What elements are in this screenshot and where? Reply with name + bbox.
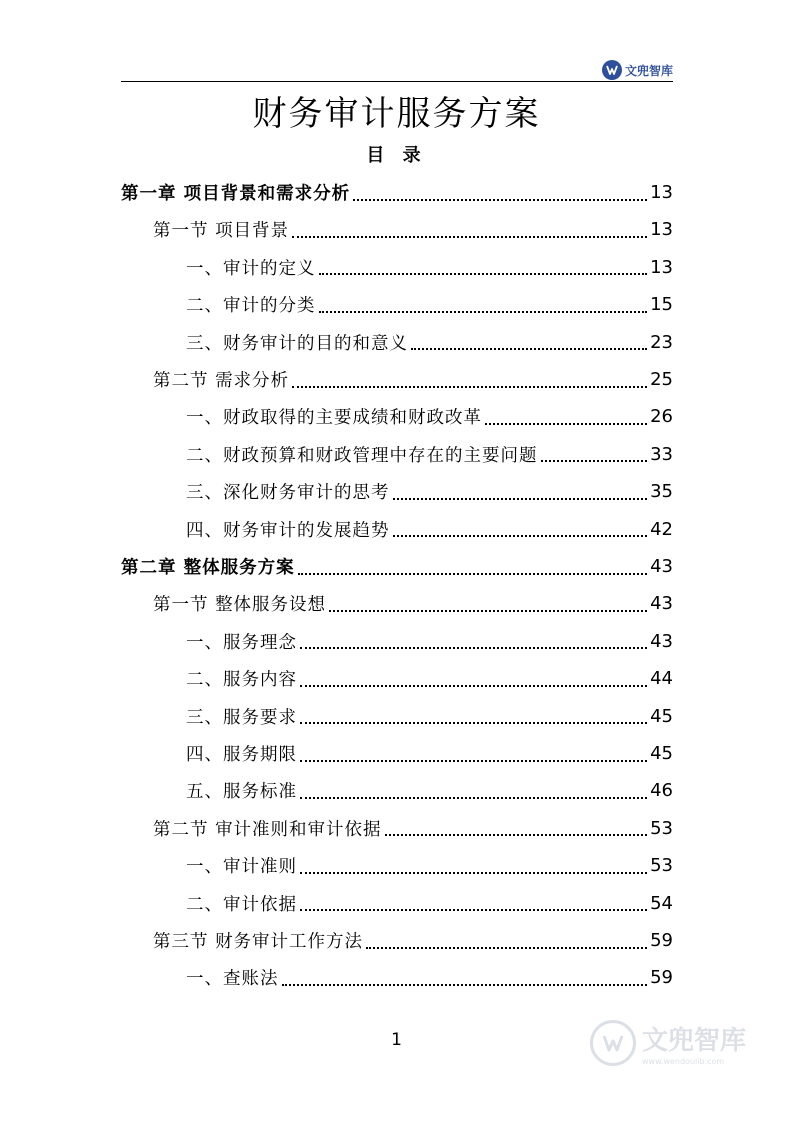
toc-entry[interactable] <box>186 511 673 548</box>
page-number: 1 <box>391 1030 402 1050</box>
wendou-watermark-icon <box>590 1020 636 1066</box>
toc-entry-label: 二、审计的分类 <box>186 296 316 317</box>
toc-leader-dots <box>411 348 647 350</box>
toc-leader-dots <box>393 535 648 537</box>
toc-entry[interactable] <box>186 772 673 809</box>
toc-entry-label: 第一节 整体服务设想 <box>153 595 327 616</box>
toc-entry-page: 54 <box>650 892 673 914</box>
toc-leader-dots <box>319 273 648 275</box>
toc-entry[interactable] <box>186 885 673 922</box>
toc-entry-page: 45 <box>650 743 673 764</box>
toc-leader-dots <box>366 947 647 949</box>
toc-entry-page: 13 <box>650 182 673 203</box>
toc-entry-page: 35 <box>650 481 673 503</box>
toc-entry-label: 一、查账法 <box>186 969 279 990</box>
toc-entry-label: 五、服务标准 <box>186 782 297 803</box>
toc-leader-dots <box>298 573 648 575</box>
toc-entry[interactable] <box>121 548 673 585</box>
toc-leader-dots <box>292 386 647 388</box>
toc-entry-label: 四、服务期限 <box>186 745 297 765</box>
header-rule <box>121 81 673 82</box>
toc-entry[interactable] <box>153 211 673 248</box>
toc-entry-page: 23 <box>650 331 673 353</box>
toc-entry[interactable] <box>186 698 673 735</box>
header-logo <box>602 60 673 80</box>
toc-entry-page: 43 <box>650 593 673 615</box>
toc-leader-dots <box>282 984 648 986</box>
toc-entry-page: 26 <box>650 406 673 428</box>
toc-entry-page: 13 <box>650 219 673 241</box>
toc-entry-label: 三、财务审计的目的和意义 <box>186 333 408 354</box>
toc-entry-page: 45 <box>650 705 673 727</box>
toc-entry-label: 第一章 项目背景和需求分析 <box>121 184 351 204</box>
toc-entry-label: 第三节 财务审计工作方法 <box>153 932 364 952</box>
toc-entry-page: 53 <box>650 817 673 839</box>
toc-entry-label: 第二章 整体服务方案 <box>121 558 295 578</box>
toc-leader-dots <box>300 685 647 687</box>
toc-entry[interactable] <box>186 623 673 660</box>
toc-entry-page: 13 <box>650 256 673 278</box>
watermark <box>590 1020 746 1066</box>
toc-entry-label: 三、深化财务审计的思考 <box>186 483 390 504</box>
toc-entry[interactable] <box>153 361 673 398</box>
toc-entry-page: 53 <box>650 855 673 877</box>
toc-entry[interactable] <box>186 286 673 323</box>
toc-entry[interactable] <box>153 922 673 959</box>
toc-entry[interactable] <box>186 847 673 884</box>
toc-leader-dots <box>300 797 647 799</box>
watermark-title: 文兜智库 <box>642 1026 747 1056</box>
document-title: 财务审计服务方案 <box>252 94 541 134</box>
toc-entry[interactable] <box>121 174 673 211</box>
toc-entry[interactable] <box>186 324 673 361</box>
toc-leader-dots <box>319 311 648 313</box>
toc-entry-page: 44 <box>650 668 673 690</box>
toc-entry[interactable] <box>153 810 673 847</box>
toc-leader-dots <box>485 423 647 425</box>
toc-leader-dots <box>300 760 647 762</box>
toc-entry-page: 43 <box>650 630 673 652</box>
wendou-logo-icon <box>602 60 622 80</box>
toc-leader-dots <box>300 647 647 649</box>
toc-entry-label: 二、财政预算和财政管理中存在的主要问题 <box>186 445 538 466</box>
toc-leader-dots <box>353 199 647 201</box>
toc-entry-label: 一、财政取得的主要成绩和财政改革 <box>186 408 482 429</box>
toc-leader-dots <box>292 236 647 238</box>
toc-leader-dots <box>300 872 647 874</box>
toc-entry-label: 第二节 需求分析 <box>153 371 290 391</box>
toc-entry-page: 59 <box>650 967 673 989</box>
toc-entry[interactable] <box>186 436 673 473</box>
toc-entry-label: 一、审计的定义 <box>186 258 316 279</box>
toc-entry[interactable] <box>186 959 673 996</box>
toc-entry-page: 43 <box>650 556 673 577</box>
toc-entry[interactable] <box>153 585 673 622</box>
toc-entry-label: 一、服务理念 <box>186 632 297 653</box>
toc-entry-label: 四、财务审计的发展趋势 <box>186 520 390 541</box>
toc-entry-label: 第二节 审计准则和审计依据 <box>153 819 382 840</box>
toc-leader-dots <box>329 610 647 612</box>
toc-entry[interactable] <box>186 398 673 435</box>
toc-entry-page: 59 <box>650 930 673 951</box>
toc-leader-dots <box>393 498 648 500</box>
watermark-url: www.wendoulib.com <box>642 1057 725 1066</box>
header-brand-label: 文兜智库 <box>624 63 673 78</box>
toc-entry-label: 三、服务要求 <box>186 707 297 728</box>
toc-entry-page: 15 <box>650 294 673 316</box>
toc-leader-dots <box>385 834 648 836</box>
toc-entry-page: 46 <box>650 780 673 802</box>
toc-entry-page: 42 <box>650 518 673 540</box>
toc-entry-page: 25 <box>650 369 673 390</box>
toc-entry[interactable] <box>186 735 673 772</box>
toc-entry-label: 第一节 项目背景 <box>153 221 290 242</box>
toc-leader-dots <box>300 722 647 724</box>
toc-entry[interactable] <box>186 473 673 510</box>
toc-heading: 目 录 <box>366 145 427 166</box>
toc-entry[interactable] <box>186 249 673 286</box>
toc-leader-dots <box>300 909 647 911</box>
toc-entry[interactable] <box>186 660 673 697</box>
toc-entry-label: 二、服务内容 <box>186 670 297 691</box>
toc-entry-label: 二、审计依据 <box>186 894 297 915</box>
toc-entry-page: 33 <box>650 443 673 465</box>
toc-entry-label: 一、审计准则 <box>186 857 297 878</box>
toc-leader-dots <box>541 460 648 462</box>
